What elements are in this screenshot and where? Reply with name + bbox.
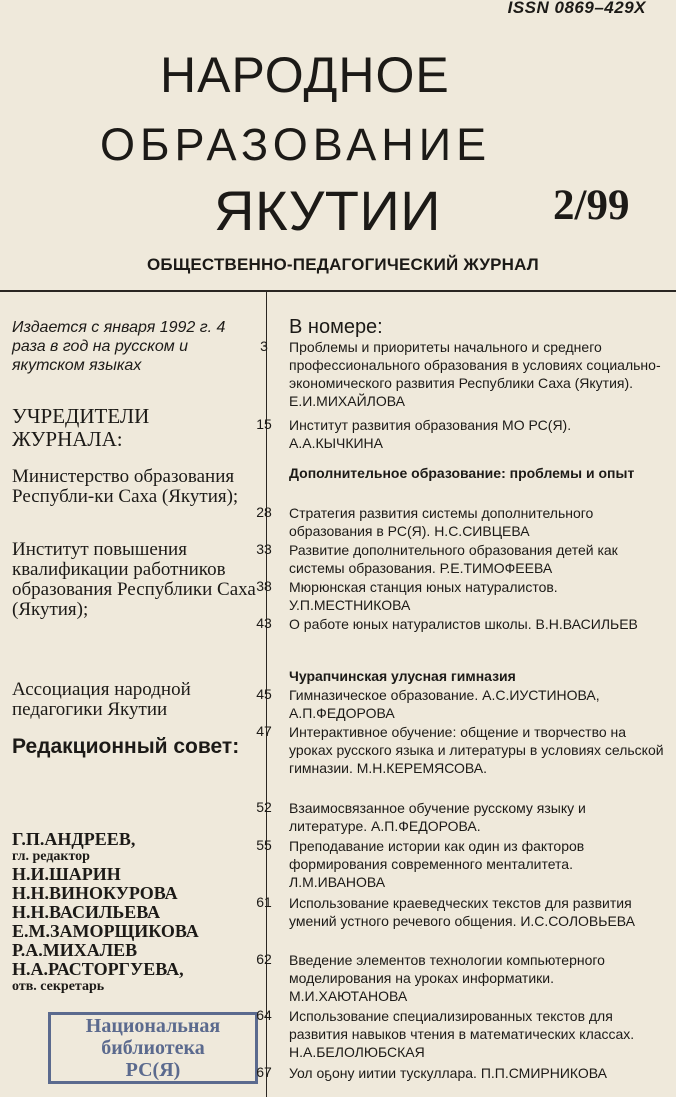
board-member: Н.Н.ВИНОКУРОВА bbox=[12, 883, 178, 903]
title-line-1: НАРОДНОЕ bbox=[160, 47, 450, 103]
toc-page-number: 47 bbox=[256, 723, 272, 739]
toc-entry-text: Взаимосвязанное обучение русскому языку и литературе. А.П.ФЕДОРОВА. bbox=[289, 800, 586, 834]
board-member bbox=[12, 960, 266, 995]
toc-page-number: 28 bbox=[256, 504, 272, 520]
board-member bbox=[12, 830, 266, 865]
toc-entry-text: Использование краеведческих текстов для развития умений устного речевого общения. И.С.СОЛОВЬЕВА bbox=[289, 895, 635, 929]
toc-page-number: 45 bbox=[256, 686, 272, 702]
editorial-board-title: Редакционный совет: bbox=[12, 735, 240, 758]
founder-item: Министерство образования Республи-ки Саха (Якутия); bbox=[12, 466, 239, 507]
toc-page-number: 38 bbox=[256, 578, 272, 594]
toc-entry-text: Проблемы и приоритеты начального и среднего профессионального образования в условиях социально-экономического развития Республики Саха (Якутия). Е.И.МИХАЙЛОВА bbox=[289, 339, 661, 409]
toc-entry-text: Уол оҕону иитии тускуллара. П.П.СМИРНИКОВА bbox=[289, 1065, 608, 1081]
toc-entry-text: Мюрюнская станция юных натуралистов. У.П.МЕСТНИКОВА bbox=[289, 579, 558, 613]
editorial-board-list bbox=[12, 830, 266, 995]
toc-entry-text: Развитие дополнительного образования детей как системы образования. Р.Е.ТИМОФЕЕВА bbox=[289, 542, 618, 576]
contents-heading: В номере: bbox=[289, 316, 383, 338]
stamp-line: библиотека bbox=[101, 1037, 205, 1059]
toc-page-number: 33 bbox=[256, 541, 272, 557]
library-stamp bbox=[48, 1012, 258, 1084]
contents-list bbox=[244, 0, 664, 1097]
board-member-name: Г.П.АНДРЕЕВ, bbox=[12, 829, 136, 849]
issue-number: 2/99 bbox=[553, 182, 630, 229]
journal-subtitle: ОБЩЕСТВЕННО-ПЕДАГОГИЧЕСКИЙ ЖУРНАЛ bbox=[147, 255, 539, 274]
toc-page-number: 61 bbox=[256, 894, 272, 910]
stamp-line: РС(Я) bbox=[125, 1059, 181, 1081]
board-member-name: Н.А.РАСТОРГУЕВА, bbox=[12, 959, 184, 979]
founders-title: УЧРЕДИТЕЛИ ЖУРНАЛА: bbox=[12, 404, 150, 451]
stamp-line: Национальная bbox=[85, 1015, 221, 1037]
toc-entry-text: Гимназическое образование. А.С.ИУСТИНОВА, А.П.ФЕДОРОВА bbox=[289, 687, 600, 721]
toc-page-number: 43 bbox=[256, 615, 272, 631]
board-member-role: гл. редактор bbox=[12, 849, 90, 864]
toc-entry-text: Преподавание истории как один из факторов формирования современного менталитета. Л.М.ИВАНОВА bbox=[289, 838, 585, 890]
board-member-role: отв. секретарь bbox=[12, 979, 105, 994]
board-member: Е.М.ЗАМОРЩИКОВА bbox=[12, 921, 199, 941]
board-member: Н.Н.ВАСИЛЬЕВА bbox=[12, 902, 161, 922]
founder-item: Институт повышения квалификации работников образования Республики Саха (Якутия); bbox=[12, 539, 256, 620]
toc-entry-text: Стратегия развития системы дополнительного образования в РС(Я). Н.С.СИВЦЕВА bbox=[289, 505, 594, 539]
toc-page-number: 64 bbox=[256, 1007, 272, 1023]
toc-section-heading: Чурапчинская улусная гимназия bbox=[289, 668, 516, 684]
toc-page-number: 15 bbox=[256, 416, 272, 432]
toc-page-number: 3 bbox=[260, 338, 268, 354]
board-member: Н.И.ШАРИН bbox=[12, 864, 121, 884]
issn: ISSN 0869–429X bbox=[507, 0, 646, 17]
toc-entry-text: Интерактивное обучение: общение и творчество на уроках русского языка и литературы в условиях сельской гимназии. М.Н.КЕРЕМЯСОВА. bbox=[289, 724, 664, 776]
toc-entry-text: Введение элементов технологии компьютерного моделирования на уроках информатики. М.И.ХАЮТАНОВА bbox=[289, 952, 605, 1004]
toc-page-number: 52 bbox=[256, 799, 272, 815]
publication-info: Издается с января 1992 г. 4 раза в год на русском и якутском языках bbox=[12, 319, 226, 374]
board-member: Р.А.МИХАЛЕВ bbox=[12, 940, 138, 960]
toc-page-number: 62 bbox=[256, 951, 272, 967]
founder-item: Ассоциация народной педагогики Якутии bbox=[12, 679, 191, 720]
toc-entry-text: Использование специализированных текстов для развития навыков чтения в математических классах. Н.А.БЕЛОЛЮБСКАЯ bbox=[289, 1008, 635, 1060]
toc-section-heading: Дополнительное образование: проблемы и опыт bbox=[289, 465, 635, 481]
toc-entry-text: Институт развития образования МО РС(Я). А.А.КЫЧКИНА bbox=[289, 417, 572, 451]
toc-page-number: 55 bbox=[256, 837, 272, 853]
toc-page-number: 67 bbox=[256, 1064, 272, 1080]
title-line-2: ОБРАЗОВАНИЕ bbox=[100, 119, 492, 170]
toc-entry-text: О работе юных натуралистов школы. В.Н.ВАСИЛЬЕВ bbox=[289, 616, 638, 632]
title-line-3: ЯКУТИИ bbox=[214, 179, 441, 242]
